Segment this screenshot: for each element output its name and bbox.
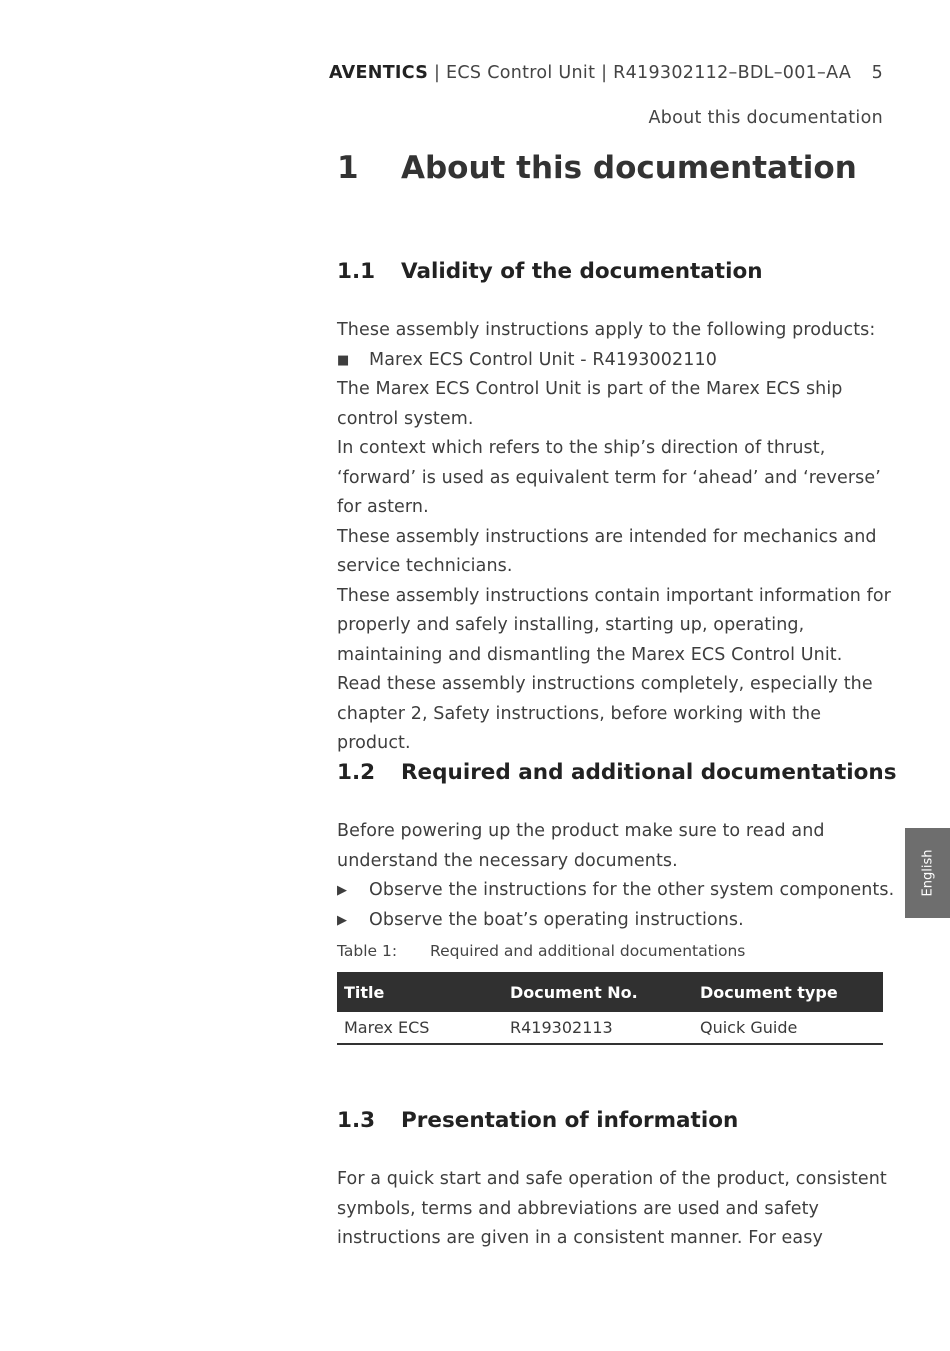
section-heading-1-1	[337, 259, 763, 284]
column-header-document-type: Document type	[693, 972, 883, 1012]
table-caption	[337, 942, 745, 960]
section-number: 1.1	[337, 259, 376, 284]
paragraph: These assembly instructions are intended for mechanics and service technicians.	[337, 526, 877, 576]
table-cell: Quick Guide	[693, 1012, 883, 1044]
section-title: Required and additional documentations	[401, 760, 897, 785]
section-heading-1-2	[337, 760, 897, 785]
list-item	[337, 876, 897, 906]
section-1-2-body	[337, 817, 897, 935]
documents-table	[337, 972, 883, 1045]
square-bullet-icon: ■	[337, 352, 350, 368]
section-title: Presentation of information	[401, 1108, 739, 1133]
paragraph: In context which refers to the ship’s direction of thrust, ‘forward’ is used as equivalent term for ‘ahead’ and ‘reverse’ for astern.	[337, 438, 881, 517]
language-tab-label: English	[920, 849, 935, 897]
paragraph: For a quick start and safe operation of the product, consistent symbols, terms and abbreviations are used and safety instructions are given in a consistent manner. For easy	[337, 1169, 887, 1248]
page-number: 5	[871, 63, 883, 83]
column-header-title: Title	[337, 972, 503, 1012]
section-number: 1.2	[337, 760, 376, 785]
brand-name: AVENTICS	[329, 63, 429, 83]
intro-text: Before powering up the product make sure to read and understand the necessary documents.	[337, 821, 825, 871]
triangle-arrow-icon: ▶	[337, 912, 348, 928]
chapter-title: About this documentation	[401, 150, 857, 186]
table-cell: Marex ECS	[337, 1012, 503, 1044]
chapter-heading	[337, 150, 857, 186]
list-item	[337, 906, 897, 936]
table-caption-text: Required and additional documentations	[430, 942, 746, 960]
chapter-number: 1	[337, 150, 359, 186]
paragraph: These assembly instructions contain important information for properly and safely installing, starting up, operating, maintaining and dismantling the Marex ECS Control Unit.	[337, 585, 891, 665]
paragraph: Read these assembly instructions completely, especially the chapter 2, Safety instructions, before working with the product.	[337, 674, 873, 753]
section-number: 1.3	[337, 1108, 376, 1133]
language-tab	[905, 828, 950, 918]
document-info: | ECS Control Unit | R419302112–BDL–001–AA	[428, 63, 852, 83]
list-item	[337, 346, 897, 376]
table-caption-label: Table 1:	[337, 942, 398, 960]
triangle-arrow-icon: ▶	[337, 883, 348, 898]
running-title: About this documentation	[648, 108, 883, 128]
list-item-text: Marex ECS Control Unit - R4193002110	[369, 349, 717, 370]
section-1-1-body	[337, 316, 897, 759]
paragraph: The Marex ECS Control Unit is part of the Marex ECS ship control system.	[337, 379, 843, 429]
section-title: Validity of the documentation	[401, 259, 763, 284]
column-header-document-no: Document No.	[503, 972, 693, 1012]
section-1-3-body	[337, 1165, 887, 1254]
table-header-row	[337, 972, 883, 1012]
intro-text: These assembly instructions apply to the following products:	[337, 320, 876, 340]
section-heading-1-3	[337, 1108, 738, 1133]
page-header	[329, 63, 883, 83]
table-cell: R419302113	[503, 1012, 693, 1044]
table-row	[337, 1012, 883, 1044]
list-item-text: Observe the instructions for the other system components.	[369, 880, 895, 900]
list-item-text: Observe the boat’s operating instructions.	[369, 909, 744, 930]
